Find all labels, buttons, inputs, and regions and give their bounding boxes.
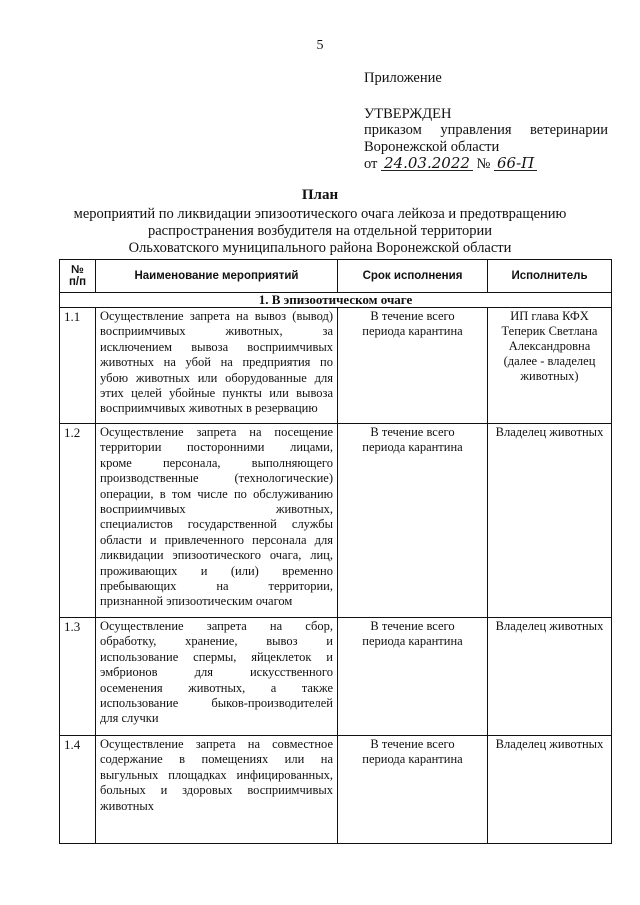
measure-name-line: специалистов государственной службы — [100, 517, 333, 532]
measure-name-line: этих целей убойные пункты или вывоза — [100, 386, 333, 401]
measure-name-line: выгульных площадках инфицированных, — [100, 767, 333, 782]
table-row — [60, 308, 612, 424]
order-line-2: Воронежской области — [364, 139, 500, 155]
measure-name-line: ликвидации эпизоотического очага, лиц, — [100, 548, 333, 563]
section-row — [60, 293, 612, 308]
measure-name-line: использование спермы, яйцеклеток и — [100, 649, 333, 664]
measure-name-line: территории посторонними лицами, — [100, 440, 333, 455]
executor-line: (далее - владелец — [503, 354, 596, 368]
measure-name — [96, 424, 338, 618]
approved-label: УТВЕРЖДЕН — [364, 106, 452, 122]
header-executor: Исполнитель — [488, 260, 612, 293]
executor-line: Александровна — [508, 339, 591, 353]
execution-term-line: периода карантина — [362, 634, 463, 648]
row-number: 1.2 — [60, 424, 96, 618]
executor-line: Владелец животных — [495, 425, 604, 439]
row-number: 1.1 — [60, 308, 96, 424]
execution-term-line: В течение всего — [370, 309, 455, 323]
measure-name-line: исключением вывоза восприимчивых — [100, 339, 333, 354]
plan-subtitle-line-3: Ольховатского муниципального района Воронежской области — [128, 240, 512, 256]
plan-title: План — [301, 187, 339, 203]
executor — [488, 424, 612, 618]
execution-term-line: В течение всего — [370, 737, 455, 751]
executor-line: Владелец животных — [495, 619, 604, 633]
page-number: 5 — [316, 38, 324, 53]
executor — [488, 308, 612, 424]
measure-name-line: использование быков-производителей — [100, 696, 333, 711]
handwritten-date: 24.03.2022 — [381, 156, 473, 171]
measure-name-line: восприимчивых животных, — [100, 502, 333, 517]
header-term: Срок исполнения — [338, 260, 488, 293]
header-name: Наименование мероприятий — [96, 260, 338, 293]
measure-name-line: содержание в помещениях или на — [100, 752, 333, 767]
measure-name-line: кроме персонала, выполняющего — [100, 455, 333, 470]
execution-term-line: периода карантина — [362, 440, 463, 454]
measure-name-line: восприимчивых животных в резервацию — [100, 401, 318, 416]
order-date-line — [364, 156, 608, 173]
number-sign: № — [476, 156, 491, 172]
row-number: 1.4 — [60, 736, 96, 844]
measure-name-line: Осуществление запрета на посещение — [100, 425, 333, 439]
measure-name-line: осеменения животных, а также — [100, 680, 333, 695]
executor-line: животных) — [520, 369, 579, 383]
measure-name-line: признанной эпизоотическим очагом — [100, 594, 293, 609]
execution-term-line: В течение всего — [370, 619, 455, 633]
appendix-label: Приложение — [364, 70, 442, 86]
measure-name-line: операции, в том числе по обслуживанию — [100, 486, 333, 501]
date-prefix: от — [364, 156, 378, 172]
handwritten-number: 66-П — [494, 156, 537, 171]
executor-line: ИП глава КФХ — [510, 309, 589, 323]
measure-name — [96, 618, 338, 736]
measure-name-line: пребывающих на территории, — [100, 579, 333, 594]
table-row — [60, 736, 612, 844]
executor — [488, 736, 612, 844]
measure-name-line: убою животных или оборудованные для — [100, 370, 333, 385]
executor — [488, 618, 612, 736]
measure-name-line: обработку, хранение, вывоз и — [100, 634, 333, 649]
execution-term — [338, 736, 488, 844]
measure-name — [96, 736, 338, 844]
measure-name-line: Осуществление запрета на сбор, — [100, 619, 333, 633]
table-header-row — [60, 260, 612, 293]
measure-name-line: проживающих и (или) временно — [100, 563, 333, 578]
measure-name-line: животных на убой на предприятия по — [100, 355, 333, 370]
measure-name-line: Осуществление запрета на совместное — [100, 737, 333, 751]
measure-name-line: эмбрионов для искусственного — [100, 665, 333, 680]
measure-name-line: больных и здоровых восприимчивых — [100, 783, 333, 798]
execution-term — [338, 424, 488, 618]
executor-line: Владелец животных — [495, 737, 604, 751]
measure-name-line: восприимчивых животных, за — [100, 324, 333, 339]
measure-name-line: животных — [100, 798, 155, 813]
execution-term-line: периода карантина — [362, 324, 463, 338]
measure-name-line: для случки — [100, 711, 159, 726]
execution-term-line: периода карантина — [362, 752, 463, 766]
row-number: 1.3 — [60, 618, 96, 736]
measure-name-line: производственные (технологические) — [100, 471, 333, 486]
plan-subtitle-line-2: распространения возбудителя на отдельной территории — [148, 223, 492, 239]
order-line-1: приказом управления ветеринарии — [364, 122, 608, 138]
execution-term — [338, 308, 488, 424]
measure-name-line: области и привлеченного персонала для — [100, 532, 333, 547]
executor-line: Теперик Светлана — [501, 324, 598, 338]
table-row — [60, 424, 612, 618]
measure-name-line: Осуществление запрета на вывоз (вывод) — [100, 309, 333, 323]
execution-term-line: В течение всего — [370, 425, 455, 439]
section-title: 1. В эпизоотическом очаге — [60, 293, 612, 308]
plan-subtitle-line-1: мероприятий по ликвидации эпизоотического очага лейкоза и предотвращению — [73, 206, 567, 222]
execution-term — [338, 618, 488, 736]
table-row — [60, 618, 612, 736]
header-num: № п/п — [60, 260, 96, 293]
measure-name — [96, 308, 338, 424]
measures-table — [59, 259, 612, 844]
